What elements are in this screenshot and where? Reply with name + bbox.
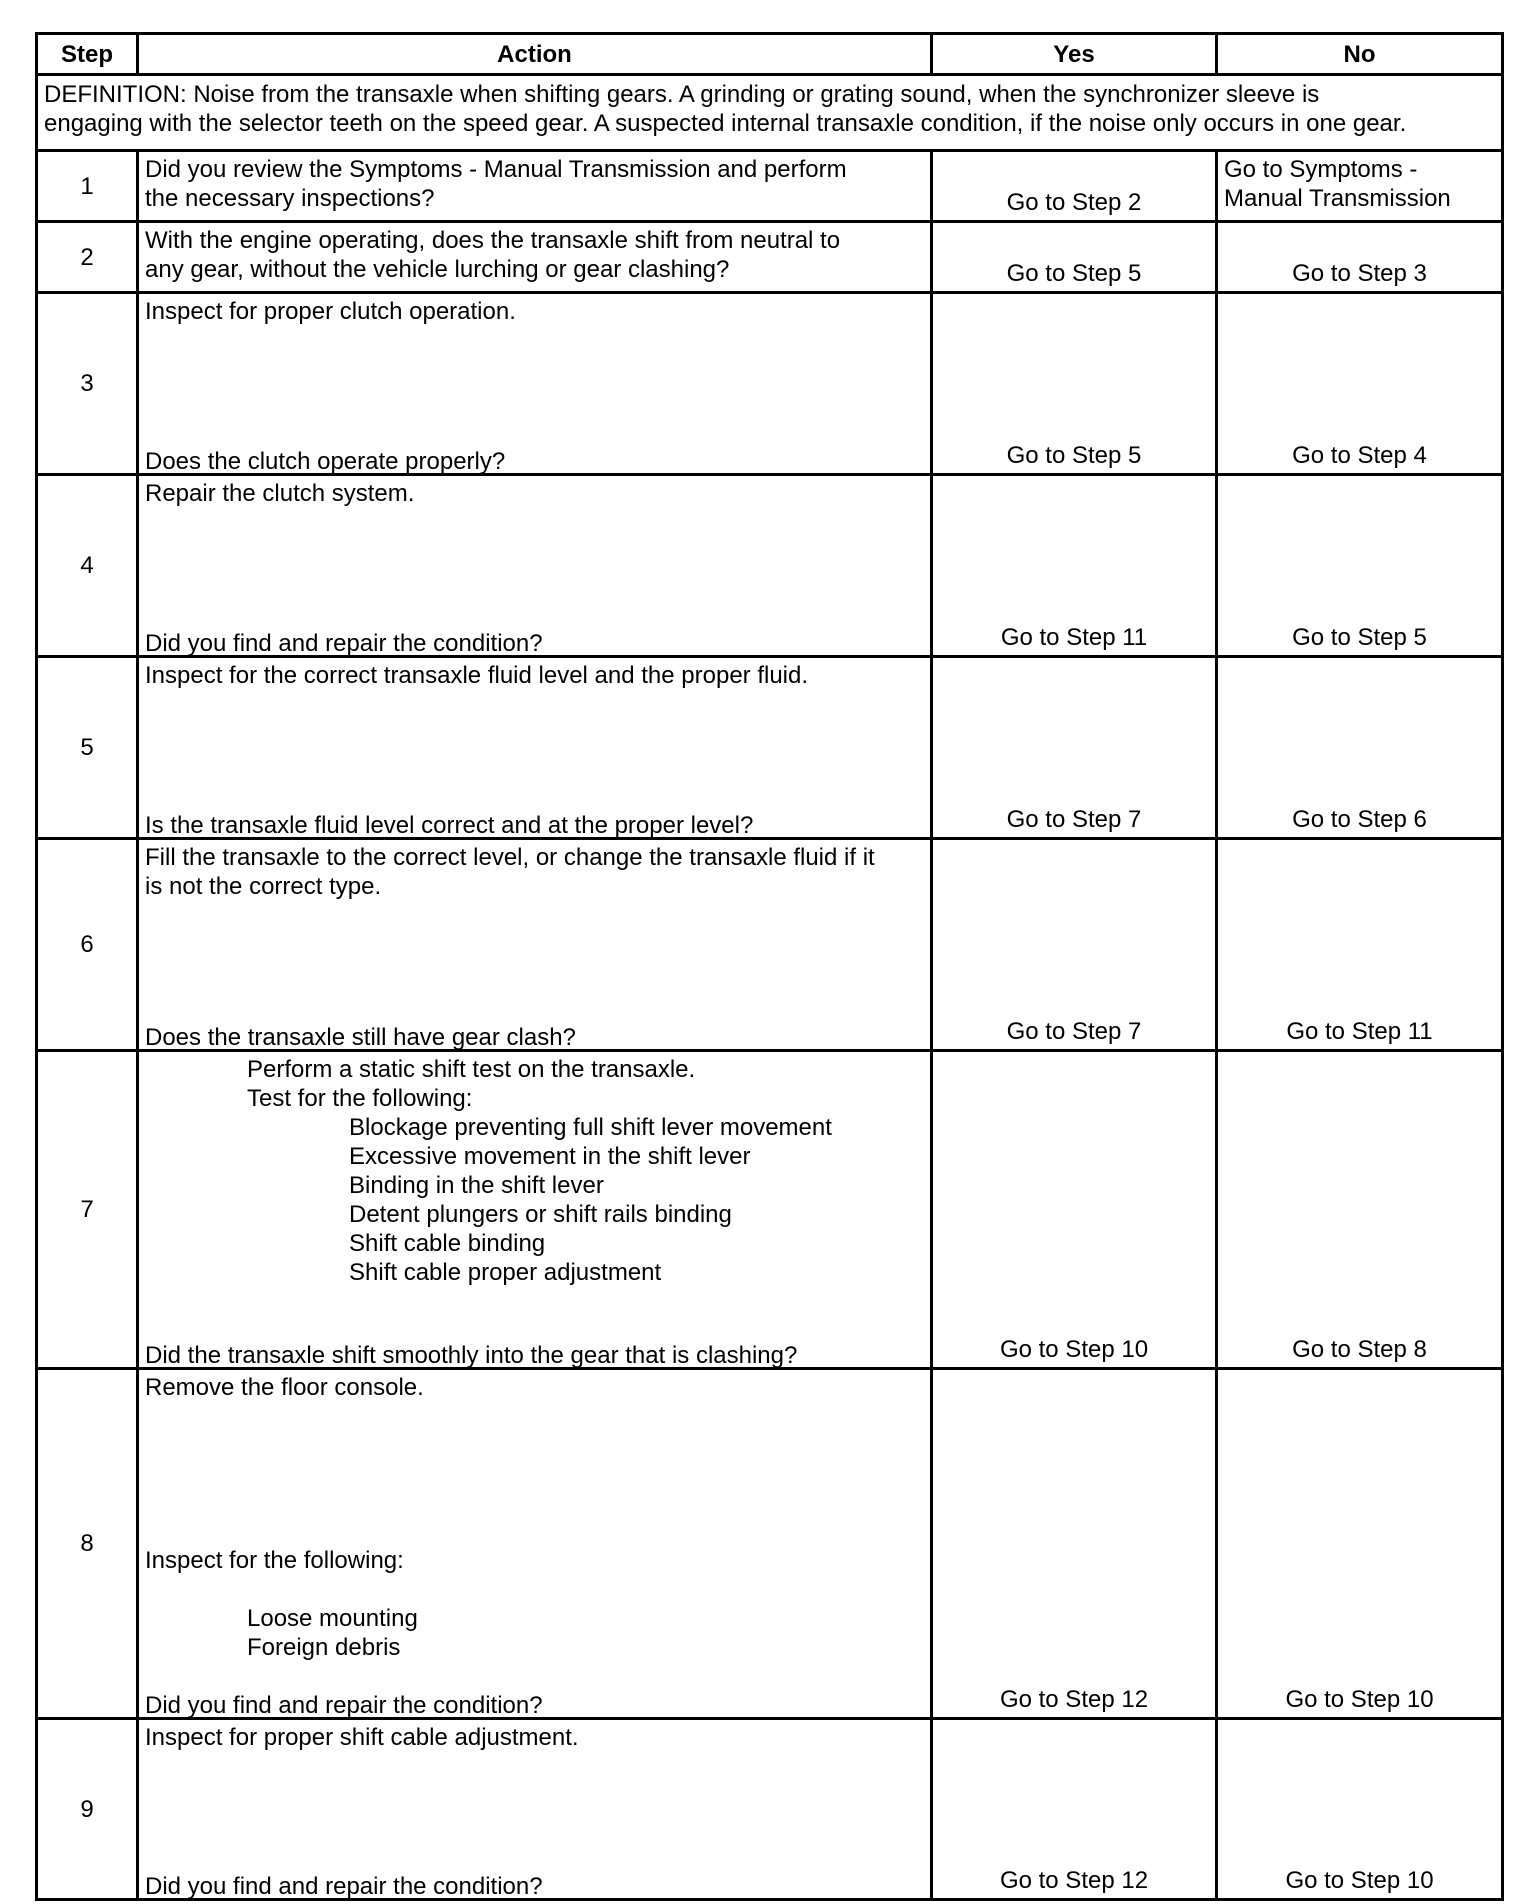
no-cell bbox=[1217, 151, 1503, 222]
yes-cell: Go to Step 7 bbox=[932, 839, 1217, 1051]
header-no: No bbox=[1217, 34, 1503, 75]
no-cell: Go to Step 4 bbox=[1217, 293, 1503, 475]
action-text: the necessary inspections? bbox=[145, 185, 435, 212]
action-question: Does the clutch operate properly? bbox=[145, 448, 506, 475]
action-question: Does the transaxle still have gear clash? bbox=[145, 1024, 576, 1051]
definition-line: engaging with the selector teeth on the speed gear. A suspected internal transaxle condition, if the noise only occurs in one gear. bbox=[44, 110, 1407, 137]
table-row bbox=[37, 475, 1503, 657]
list-item: Shift cable proper adjustment bbox=[349, 1259, 662, 1286]
list-item: Detent plungers or shift rails binding bbox=[349, 1201, 732, 1228]
action-cell bbox=[138, 475, 932, 657]
list-item: Binding in the shift lever bbox=[349, 1172, 604, 1199]
yes-cell: Go to Step 7 bbox=[932, 657, 1217, 839]
action-cell bbox=[138, 151, 932, 222]
step-number: 8 bbox=[37, 1369, 138, 1719]
table-row bbox=[37, 293, 1503, 475]
list-item: Excessive movement in the shift lever bbox=[349, 1143, 751, 1170]
list-item: Shift cable binding bbox=[349, 1230, 546, 1257]
table-row bbox=[37, 1051, 1503, 1369]
header-row bbox=[37, 34, 1503, 75]
action-cell bbox=[138, 222, 932, 293]
action-text: is not the correct type. bbox=[145, 873, 382, 900]
yes-cell: Go to Step 12 bbox=[932, 1719, 1217, 1900]
action-cell bbox=[138, 1719, 932, 1900]
action-text: Perform a static shift test on the transaxle. bbox=[247, 1056, 696, 1083]
yes-cell: Go to Step 12 bbox=[932, 1369, 1217, 1719]
action-cell bbox=[138, 1051, 932, 1369]
table-row bbox=[37, 1369, 1503, 1719]
action-text: Inspect for proper clutch operation. bbox=[145, 298, 516, 325]
action-question: Did the transaxle shift smoothly into the gear that is clashing? bbox=[145, 1342, 798, 1369]
step-number: 4 bbox=[37, 475, 138, 657]
table-row bbox=[37, 657, 1503, 839]
no-cell: Go to Step 6 bbox=[1217, 657, 1503, 839]
action-cell bbox=[138, 1369, 932, 1719]
no-cell: Go to Step 8 bbox=[1217, 1051, 1503, 1369]
list-item: Loose mounting bbox=[247, 1605, 418, 1632]
list-item: Blockage preventing full shift lever movement bbox=[349, 1114, 832, 1141]
action-text: Inspect for the correct transaxle fluid level and the proper fluid. bbox=[145, 662, 809, 689]
action-question: Did you find and repair the condition? bbox=[145, 630, 543, 657]
yes-cell: Go to Step 10 bbox=[932, 1051, 1217, 1369]
step-number: 5 bbox=[37, 657, 138, 839]
table-row bbox=[37, 839, 1503, 1051]
step-number: 3 bbox=[37, 293, 138, 475]
action-text: Remove the floor console. bbox=[145, 1374, 424, 1401]
action-cell bbox=[138, 657, 932, 839]
action-text: Test for the following: bbox=[247, 1085, 473, 1112]
no-cell: Go to Step 3 bbox=[1217, 222, 1503, 293]
table-row bbox=[37, 222, 1503, 293]
header-step: Step bbox=[37, 34, 138, 75]
action-question: Did you find and repair the condition? bbox=[145, 1692, 543, 1719]
definition-row bbox=[37, 75, 1503, 151]
no-text: Go to Symptoms - bbox=[1224, 156, 1418, 183]
header-action: Action bbox=[138, 34, 932, 75]
no-cell: Go to Step 5 bbox=[1217, 475, 1503, 657]
yes-cell: Go to Step 11 bbox=[932, 475, 1217, 657]
action-text: any gear, without the vehicle lurching or gear clashing? bbox=[145, 256, 730, 283]
action-text: Inspect for the following: bbox=[145, 1547, 404, 1574]
action-text: With the engine operating, does the transaxle shift from neutral to bbox=[145, 227, 841, 254]
yes-cell: Go to Step 5 bbox=[932, 222, 1217, 293]
step-number: 7 bbox=[37, 1051, 138, 1369]
no-cell: Go to Step 10 bbox=[1217, 1719, 1503, 1900]
action-text: Fill the transaxle to the correct level, or change the transaxle fluid if it bbox=[145, 844, 875, 871]
table-row bbox=[37, 1719, 1503, 1900]
step-number: 1 bbox=[37, 151, 138, 222]
yes-cell: Go to Step 2 bbox=[932, 151, 1217, 222]
no-cell: Go to Step 10 bbox=[1217, 1369, 1503, 1719]
definition-line: DEFINITION: Noise from the transaxle when shifting gears. A grinding or grating sound, when the synchronizer sleeve is bbox=[44, 81, 1320, 108]
step-number: 6 bbox=[37, 839, 138, 1051]
step-number: 2 bbox=[37, 222, 138, 293]
action-cell bbox=[138, 839, 932, 1051]
no-cell: Go to Step 11 bbox=[1217, 839, 1503, 1051]
list-item: Foreign debris bbox=[247, 1634, 401, 1661]
definition-cell bbox=[37, 75, 1503, 151]
action-text: Inspect for proper shift cable adjustment. bbox=[145, 1724, 579, 1751]
no-text: Manual Transmission bbox=[1224, 185, 1451, 212]
yes-cell: Go to Step 5 bbox=[932, 293, 1217, 475]
step-number: 9 bbox=[37, 1719, 138, 1900]
diagnostic-table bbox=[35, 32, 1504, 1901]
header-yes: Yes bbox=[932, 34, 1217, 75]
action-text: Did you review the Symptoms - Manual Transmission and perform bbox=[145, 156, 847, 183]
action-text: Repair the clutch system. bbox=[145, 480, 415, 507]
action-cell bbox=[138, 293, 932, 475]
action-question: Is the transaxle fluid level correct and at the proper level? bbox=[145, 812, 754, 839]
table-row bbox=[37, 151, 1503, 222]
action-question: Did you find and repair the condition? bbox=[145, 1873, 543, 1900]
